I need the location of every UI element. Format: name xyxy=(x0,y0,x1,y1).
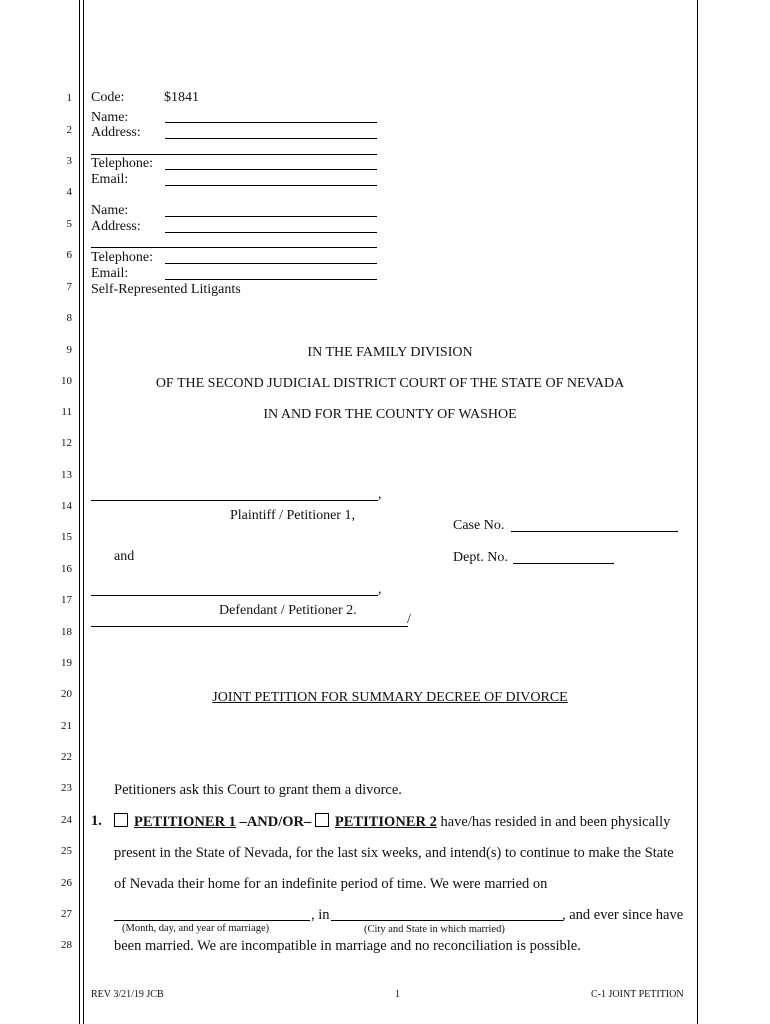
address-field[interactable] xyxy=(165,138,377,139)
residency-line xyxy=(114,813,670,831)
intro-sentence: Petitioners ask this Court to grant them a divorce. xyxy=(114,782,402,798)
dept-no-field[interactable] xyxy=(513,563,614,564)
caption-slash: / xyxy=(407,612,411,627)
telephone2-label: Telephone: xyxy=(91,250,153,265)
name-field[interactable] xyxy=(165,122,377,123)
left-margin-rule-inner xyxy=(83,0,84,1024)
court-line-2: OF THE SECOND JUDICIAL DISTRICT COURT OF THE STATE OF NEVADA xyxy=(155,376,625,391)
marriage-place-field[interactable] xyxy=(331,920,563,921)
and-label: and xyxy=(114,549,135,564)
line-number: 25 xyxy=(61,845,72,857)
line-number: 2 xyxy=(66,124,72,136)
body-line-28: been married. We are incompatible in marriage and no reconciliation is possible. xyxy=(114,938,581,954)
body-line-25: present in the State of Nevada, for the last six weeks, and intend(s) to continue to make the State xyxy=(114,845,674,861)
item-number: 1. xyxy=(91,813,102,829)
name2-label: Name: xyxy=(91,203,129,218)
marriage-date-field[interactable] xyxy=(114,920,310,921)
case-no-label: Case No. xyxy=(453,518,505,533)
form-id-label: C-1 JOINT PETITION xyxy=(591,989,684,1000)
petitioner1-label: PETITIONER 1 xyxy=(134,814,236,830)
in-text: , in xyxy=(311,907,330,923)
line-number: 10 xyxy=(61,375,72,387)
name2-field[interactable] xyxy=(165,216,377,217)
email2-field[interactable] xyxy=(165,279,377,280)
telephone-label: Telephone: xyxy=(91,156,153,171)
marriage-date-hint: (Month, day, and year of marriage) xyxy=(122,923,270,934)
and-or-label: –AND/OR– xyxy=(239,814,312,830)
caption-comma: , xyxy=(378,582,382,597)
line-number: 22 xyxy=(61,751,72,763)
address-label: Address: xyxy=(91,125,141,140)
plaintiff-label: Plaintiff / Petitioner 1, xyxy=(230,508,355,523)
line-number: 4 xyxy=(66,186,72,198)
line-number: 16 xyxy=(61,563,72,575)
line-number: 26 xyxy=(61,877,72,889)
email-field[interactable] xyxy=(165,185,377,186)
line-number: 11 xyxy=(61,406,72,418)
line-number: 21 xyxy=(61,720,72,732)
court-line-3: IN AND FOR THE COUNTY OF WASHOE xyxy=(263,407,517,422)
defendant-label: Defendant / Petitioner 2. xyxy=(219,603,357,618)
address2-field[interactable] xyxy=(165,232,377,233)
dept-no-label: Dept. No. xyxy=(453,550,508,565)
line-number: 1 xyxy=(66,92,72,104)
line-number: 9 xyxy=(66,344,72,356)
line-number: 17 xyxy=(61,594,72,606)
line-number: 3 xyxy=(66,155,72,167)
self-represented-label: Self-Represented Litigants xyxy=(91,282,241,297)
case-no-field[interactable] xyxy=(511,531,678,532)
marriage-place-hint: (City and State in which married) xyxy=(364,924,505,935)
page-number: 1 xyxy=(395,989,400,1000)
plaintiff-name-field[interactable] xyxy=(91,500,378,501)
line-number: 18 xyxy=(61,626,72,638)
code-label: Code: xyxy=(91,90,125,105)
name-label: Name: xyxy=(91,110,129,125)
right-margin-rule xyxy=(697,0,698,1024)
telephone2-field[interactable] xyxy=(165,263,377,264)
petitioner1-checkbox[interactable] xyxy=(114,813,128,827)
caption-bottom-rule xyxy=(91,626,408,627)
line-number: 6 xyxy=(66,249,72,261)
left-margin-rule-outer xyxy=(79,0,80,1024)
email-label: Email: xyxy=(91,172,129,187)
revision-label: REV 3/21/19 JCB xyxy=(91,989,164,1000)
defendant-name-field[interactable] xyxy=(91,595,378,596)
email2-label: Email: xyxy=(91,266,129,281)
code-value: $1841 xyxy=(164,90,199,105)
line-number: 8 xyxy=(66,312,72,324)
court-line-1: IN THE FAMILY DIVISION xyxy=(307,345,473,360)
line-number: 13 xyxy=(61,469,72,481)
petitioner2-label: PETITIONER 2 xyxy=(334,814,437,830)
address-field-line2[interactable] xyxy=(91,154,377,155)
line-number: 7 xyxy=(66,281,72,293)
address2-field-line2[interactable] xyxy=(91,247,377,248)
line-number: 15 xyxy=(61,531,72,543)
line-number: 5 xyxy=(66,218,72,230)
line-number: 24 xyxy=(61,814,72,826)
petitioner2-checkbox[interactable] xyxy=(315,813,329,827)
line-number: 19 xyxy=(61,657,72,669)
line-number: 12 xyxy=(61,437,72,449)
caption-comma: , xyxy=(378,487,382,502)
document-title: JOINT PETITION FOR SUMMARY DECREE OF DIVORCE xyxy=(212,690,568,705)
line-number: 28 xyxy=(61,939,72,951)
line-number: 27 xyxy=(61,908,72,920)
line-number: 20 xyxy=(61,688,72,700)
ever-since-text: , and ever since have xyxy=(562,907,684,923)
residency-text: have/has resided in and been physically xyxy=(440,814,671,830)
body-line-26: of Nevada their home for an indefinite period of time. We were married on xyxy=(114,876,548,892)
address2-label: Address: xyxy=(91,219,141,234)
telephone-field[interactable] xyxy=(165,169,377,170)
line-number: 14 xyxy=(61,500,72,512)
line-number: 23 xyxy=(61,782,72,794)
